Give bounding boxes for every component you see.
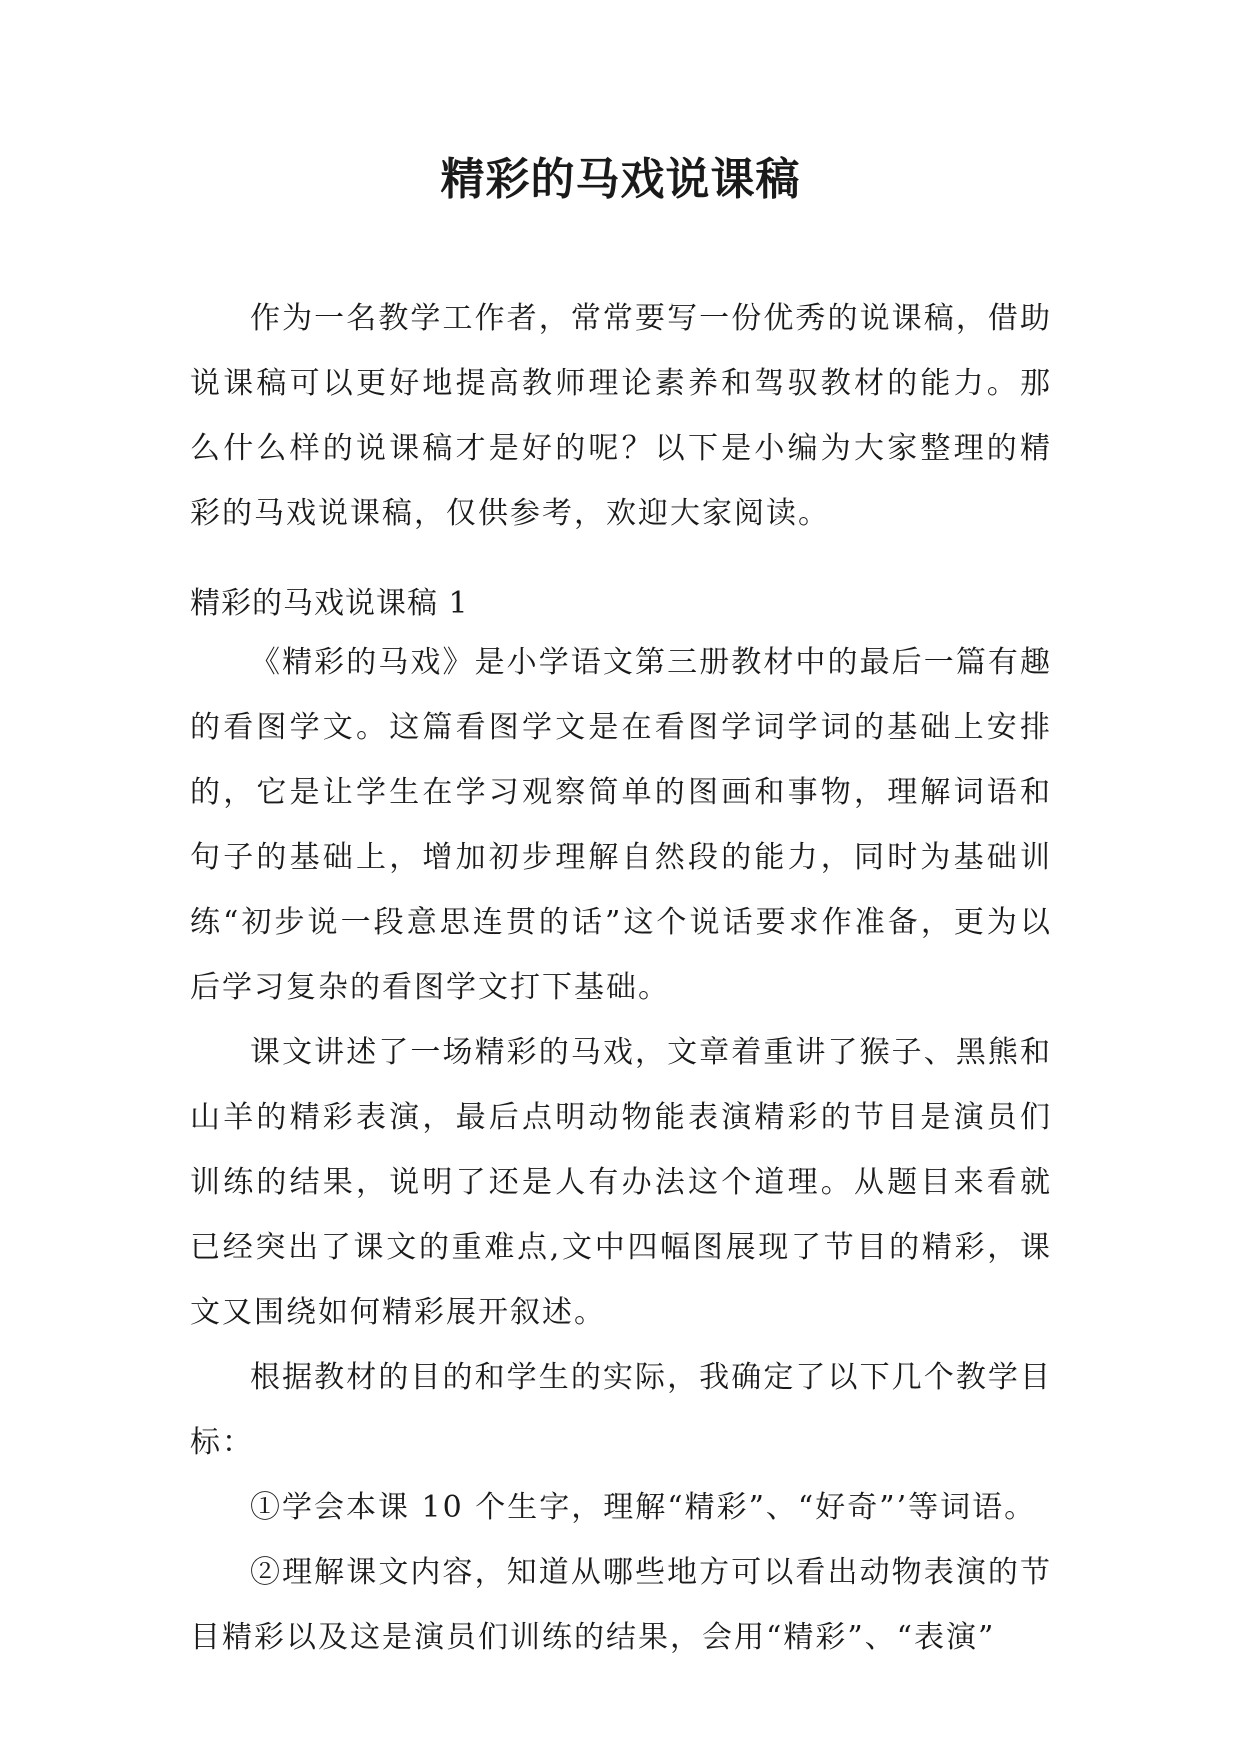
paragraph-4: ①学会本课 10 个生字，理解“精彩”、“好奇”’等词语。 [250,1490,1037,1525]
document-title: 精彩的马戏说课稿 [440,154,801,205]
paragraph-1: 《精彩的马戏》是小学语文第三册教材中的最后一篇有趣的看图学文。这篇看图学文是在看图学词学词的基础上安排的，它是让学生在学习观察简单的图画和事物，理解词语和句子的基础上，增加初步理解自然段的能力，同时为基础训练“初步说一段意思连贯的话”这个说话要求作准备，更为以后学习复杂的看图学文打下基础。 [190,645,1052,1005]
paragraph-3: 根据教材的目的和学生的实际，我确定了以下几个教学目标： [190,1360,1052,1460]
paragraph-2: 课文讲述了一场精彩的马戏，文章着重讲了猴子、黑熊和山羊的精彩表演，最后点明动物能表演精彩的节目是演员们训练的结果，说明了还是人有办法这个道理。从题目来看就已经突出了课文的重难点,文中四幅图展现了节目的精彩，课文又围绕如何精彩展开叙述。 [190,1035,1052,1330]
section-heading: 精彩的马戏说课稿 1 [190,586,469,621]
intro-paragraph: 作为一名教学工作者，常常要写一份优秀的说课稿，借助说课稿可以更好地提高教师理论素养和驾驭教材的能力。那么什么样的说课稿才是好的呢？以下是小编为大家整理的精彩的马戏说课稿，仅供参考，欢迎大家阅读。 [190,301,1052,531]
paragraph-5: ②理解课文内容，知道从哪些地方可以看出动物表演的节目精彩以及这是演员们训练的结果，会用“精彩”、“表演” [190,1555,1052,1655]
main-content [190,630,1052,1670]
intro-paragraph-block [190,286,1052,546]
